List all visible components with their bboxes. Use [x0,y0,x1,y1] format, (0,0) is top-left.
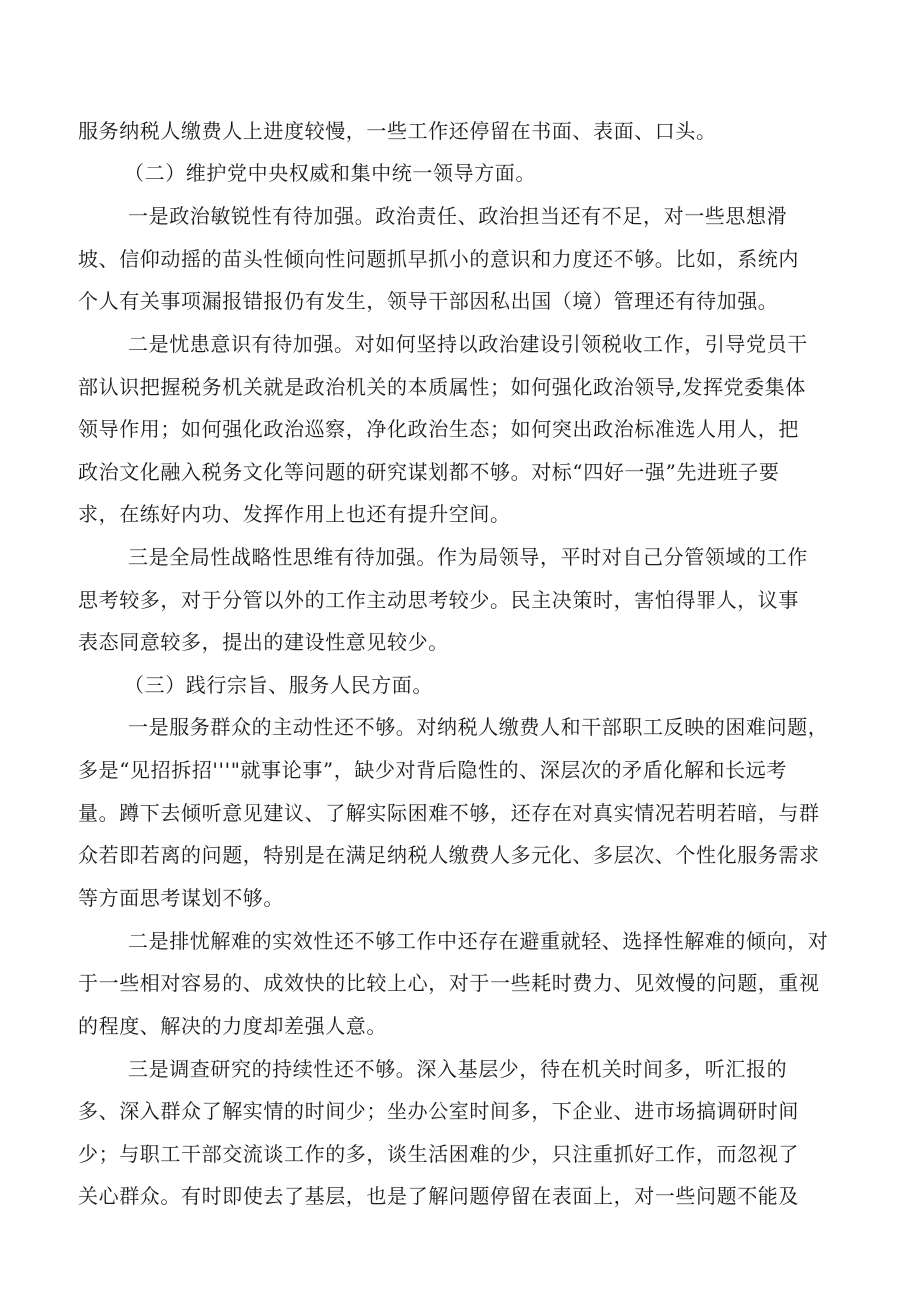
text-line: 的程度、解决的力度却差强人意。 [78,1014,387,1038]
text-line: 三是调查研究的持续性还不够。深入基层少，待在机关时间多，听汇报的 [128,1057,788,1081]
text-line: 表态同意较多，提出的建设性意见较少。 [78,630,449,654]
text-line: 思考较多，对于分管以外的工作主动思考较少。民主决策时，害怕得罪人，议事 [78,588,799,612]
text-line: 于一些相对容易的、成效快的比较上心，对于一些耗时费力、见效慢的问题，重视 [78,971,820,995]
text-line: 一是政治敏锐性有待加强。政治责任、政治担当还有不足，对一些思想滑 [128,204,788,228]
text-line: 众若即若离的问题，特别是在满足纳税人缴费人多元化、多层次、个性化服务需求 [78,843,820,867]
text-line: 二是忧患意识有待加强。对如何坚持以政治建设引领税收工作，引导党员干 [128,332,808,356]
text-line: 坡、信仰动摇的苗头性倾向性问题抓早抓小的意识和力度还不够。比如，系统内 [78,247,799,271]
text-line: 求，在练好内功、发挥作用上也还有提升空间。 [78,502,511,526]
text-line: 等方面思考谋划不够。 [78,886,284,910]
text-line: 服务纳税人缴费人上进度较慢，一些工作还停留在书面、表面、口头。 [78,119,717,143]
text-line: 多是“见招拆招'''"就事论事”，缺少对背后隐性的、深层次的矛盾化解和长远考 [78,758,787,782]
text-line: 多、深入群众了解实情的时间少；坐办公室时间多，下企业、进市场搞调研时间 [78,1099,799,1123]
section-heading: （二）维护党中央权威和集中统一领导方面。 [124,161,536,185]
text-line: 三是全局性战略性思维有待加强。作为局领导，平时对自己分管领域的工作 [128,545,808,569]
text-line: 量。蹲下去倾听意见建议、了解实际困难不够，还存在对真实情况若明若暗，与群 [78,801,820,825]
text-line: 一是服务群众的主动性还不够。对纳税人缴费人和干部职工反映的困难问题， [128,715,829,739]
text-line: 部认识把握税务机关就是政治机关的本质属性；如何强化政治领导,发挥党委集体 [78,375,806,399]
text-line: 政治文化融入税务文化等问题的研究谋划都不够。对标“四好一强”先进班子要 [78,460,780,484]
text-line: 领导作用；如何强化政治巡察，净化政治生态；如何突出政治标准选人用人，把 [78,417,799,441]
text-line: 少；与职工干部交流谈工作的多，谈生活困难的少，只注重抓好工作，而忽视了 [78,1142,799,1166]
text-line: 二是排忧解难的实效性还不够工作中还存在避重就轻、选择性解难的倾向，对 [128,929,829,953]
section-heading: （三）践行宗旨、服务人民方面。 [124,673,433,697]
text-line: 关心群众。有时即使去了基层，也是了解问题停留在表面上，对一些问题不能及 [78,1184,799,1208]
text-line: 个人有关事项漏报错报仍有发生，领导干部因私出国（境）管理还有待加强。 [78,289,779,313]
